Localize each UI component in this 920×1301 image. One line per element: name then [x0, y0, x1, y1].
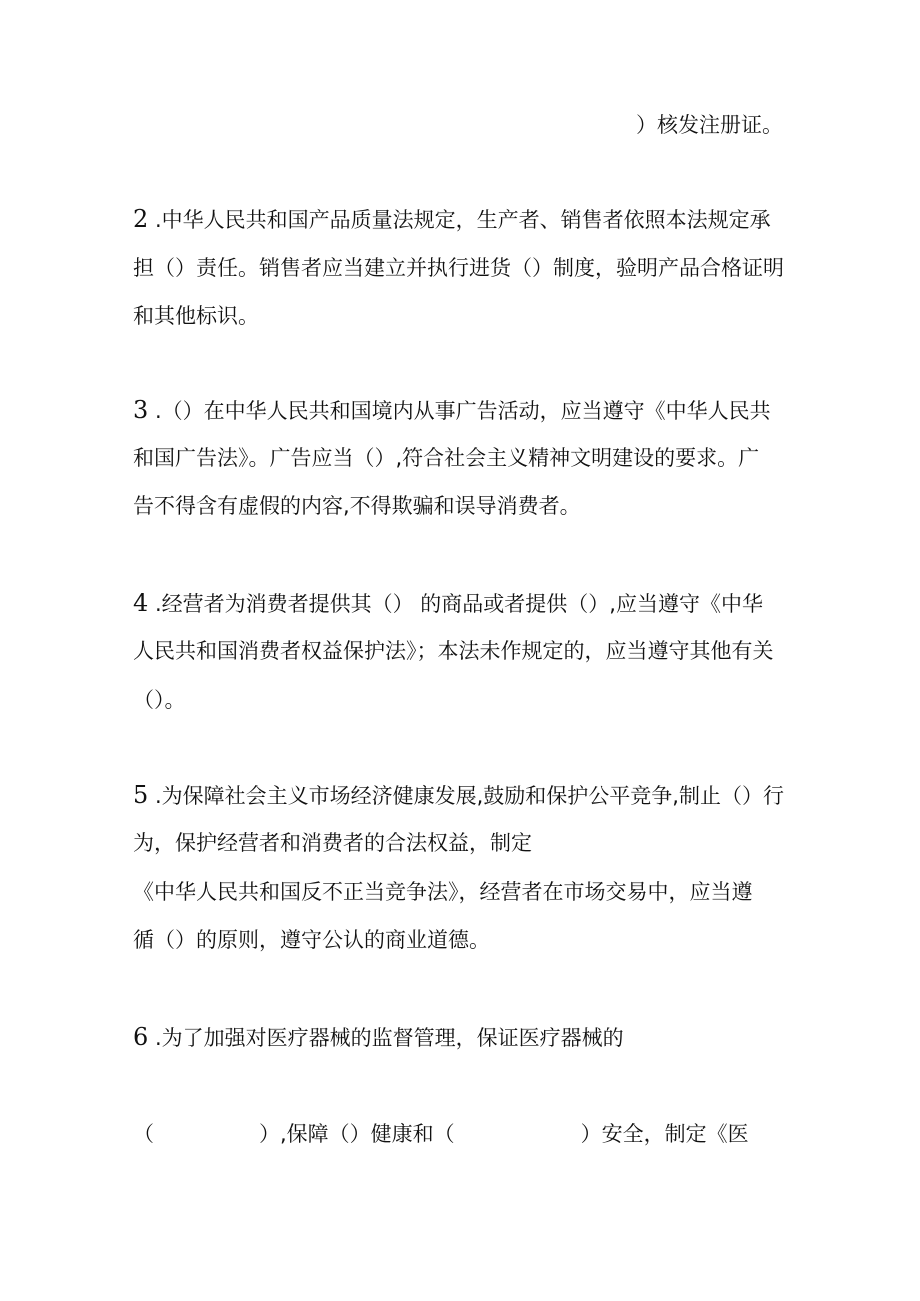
question-2-line-2: 担（）责任。销售者应当建立并执行进货（）制度，验明产品合格证明 — [133, 256, 784, 280]
question-6-line-2: （ ）,保障（）健康和（ ）安全，制定《医 — [133, 1122, 749, 1146]
question-number: 6 — [133, 1023, 149, 1051]
question-number: 3 — [133, 396, 149, 424]
question-3-line-3: 告不得含有虚假的内容,不得欺骗和误导消费者。 — [133, 494, 581, 518]
top-fragment: ）核发注册证。 — [636, 113, 783, 137]
question-4-line-2: 人民共和国消费者权益保护法》；本法未作规定的，应当遵守其他有关 — [133, 639, 774, 663]
question-2-line-1: 2 .中华人民共和国产品质量法规定，生产者、销售者依照本法规定承 — [133, 205, 771, 233]
question-3-line-1: 3 .（）在中华人民共和国境内从事广告活动，应当遵守《中华人民共 — [133, 396, 771, 424]
question-5-line-4: 循（）的原则，遵守公认的商业道德。 — [133, 928, 490, 952]
question-2-line-3: 和其他标识。 — [133, 304, 259, 328]
question-number: 2 — [133, 205, 149, 233]
question-5-line-1: 5 .为保障社会主义市场经济健康发展,鼓励和保护公平竞争,制止（）行 — [133, 781, 784, 809]
question-4-line-1: 4 .经营者为消费者提供其（） 的商品或者提供（）,应当遵守《中华 — [133, 589, 763, 617]
question-number: 4 — [133, 589, 149, 617]
question-5-line-2: 为，保护经营者和消费者的合法权益，制定 — [133, 831, 532, 855]
question-4-line-3: （）。 — [133, 688, 186, 712]
question-number: 5 — [133, 781, 149, 809]
question-5-line-3: 《中华人民共和国反不正当竞争法》，经营者在市场交易中，应当遵 — [133, 880, 753, 904]
question-3-line-2: 和国广告法》。广告应当（）,符合社会主义精神文明建设的要求。广 — [133, 446, 760, 470]
question-6-line-1: 6 .为了加强对医疗器械的监督管理，保证医疗器械的 — [133, 1023, 624, 1051]
